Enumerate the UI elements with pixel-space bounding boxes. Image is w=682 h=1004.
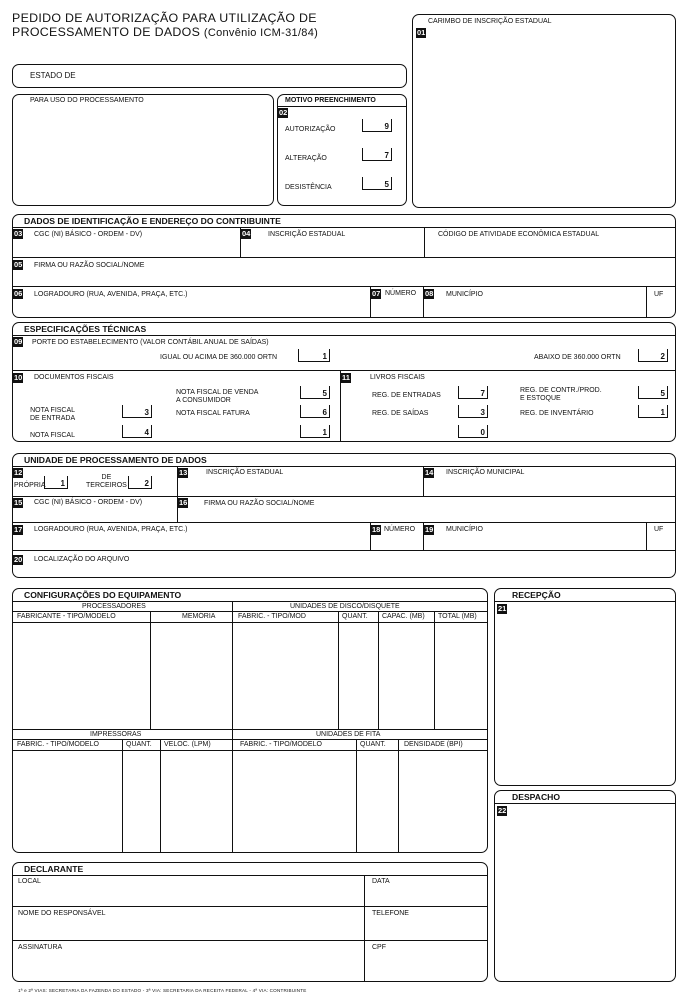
porte-label: PORTE DO ESTABELECIMENTO (VALOR CONTÁBIL ANUAL DE SAÍDAS) bbox=[32, 339, 269, 346]
field-number-08: 08 bbox=[425, 289, 434, 298]
field-number-05: 05 bbox=[14, 260, 23, 269]
config-vline-9 bbox=[356, 739, 357, 853]
unid-uf-label[interactable]: UF bbox=[654, 526, 664, 533]
reg-saidas-label: REG. DE SAÍDAS bbox=[372, 410, 429, 417]
especificacoes-header: ESPECIFICAÇÕES TÉCNICAS bbox=[24, 324, 147, 334]
carimbo-box[interactable] bbox=[412, 14, 676, 208]
config-vline-3 bbox=[338, 611, 339, 729]
identificacao-header: DADOS DE IDENTIFICAÇÃO E ENDEREÇO DO CONTRIBUINTE bbox=[24, 216, 281, 226]
porte-abaixo-label: ABAIXO DE 360.000 ORTN bbox=[534, 354, 621, 361]
config-vline-5 bbox=[434, 611, 435, 729]
recepcao-box[interactable] bbox=[494, 588, 676, 786]
unid-rule-4 bbox=[12, 550, 676, 551]
field-number-17: 17 bbox=[14, 525, 23, 534]
livros-extra-checkbox[interactable]: 0 bbox=[458, 425, 488, 438]
nf-label: NOTA FISCAL bbox=[30, 432, 75, 439]
nf-checkbox[interactable]: 4 bbox=[122, 425, 152, 438]
reg-inventario-checkbox[interactable]: 1 bbox=[638, 405, 668, 418]
unid-rule-1 bbox=[12, 466, 676, 467]
field-number-15: 15 bbox=[14, 498, 23, 507]
fita-quant-header: QUANT. bbox=[360, 741, 386, 748]
decl-rule-3 bbox=[12, 940, 488, 941]
field-number-16: 16 bbox=[179, 498, 188, 507]
disco-total-header: TOTAL (MB) bbox=[438, 613, 477, 620]
decl-data-label[interactable]: DATA bbox=[372, 878, 390, 885]
motivo-alteracao-checkbox[interactable]: 7 bbox=[362, 148, 392, 161]
field-number-13: 13 bbox=[179, 468, 188, 477]
propria-label: PRÓPRIA bbox=[14, 482, 46, 489]
motivo-header: MOTIVO PREENCHIMENTO bbox=[285, 97, 376, 104]
carimbo-label: CARIMBO DE INSCRIÇÃO ESTADUAL bbox=[428, 18, 552, 25]
fita-fabric-header: FABRIC. - TIPO/MODELO bbox=[240, 741, 322, 748]
nf-fatura-checkbox[interactable]: 6 bbox=[300, 405, 330, 418]
recepcao-header: RECEPÇÃO bbox=[512, 590, 561, 600]
nf-venda-checkbox[interactable]: 5 bbox=[300, 386, 330, 399]
disco-fabric-header: FABRIC. - TIPO/MOD bbox=[238, 613, 306, 620]
decl-rule-1 bbox=[12, 875, 488, 876]
field-number-03: 03 bbox=[14, 229, 23, 238]
field-number-21: 21 bbox=[498, 604, 507, 613]
fita-label: UNIDADES DE FITA bbox=[316, 731, 381, 738]
despacho-box[interactable] bbox=[494, 790, 676, 982]
motivo-desistencia-label: DESISTÊNCIA bbox=[285, 184, 332, 191]
nf-venda-label: NOTA FISCAL DE VENDA A CONSUMIDOR bbox=[176, 389, 259, 404]
config-rule-3 bbox=[12, 622, 488, 623]
ident-numero-label[interactable]: NÚMERO bbox=[385, 290, 417, 297]
ident-rule-2 bbox=[12, 257, 676, 258]
motivo-autorizacao-label: AUTORIZAÇÃO bbox=[285, 126, 336, 133]
form-title bbox=[12, 11, 318, 40]
config-vline-2 bbox=[232, 601, 233, 729]
field-number-19: 19 bbox=[425, 525, 434, 534]
config-rule-6 bbox=[12, 750, 488, 751]
porte-igual-label: IGUAL OU ACIMA DE 360.000 ORTN bbox=[160, 354, 278, 361]
decl-telefone-label[interactable]: TELEFONE bbox=[372, 910, 409, 917]
field-number-02: 02 bbox=[279, 108, 288, 117]
estado-label: ESTADO DE bbox=[30, 71, 76, 80]
config-rule-1 bbox=[12, 601, 488, 602]
ident-codigo-label[interactable]: CÓDIGO DE ATIVIDADE ECONÔMICA ESTADUAL bbox=[438, 231, 600, 238]
nf-entrada-label: NOTA FISCAL DE ENTRADA bbox=[30, 407, 76, 422]
recepcao-rule bbox=[494, 601, 676, 602]
unid-rule-2 bbox=[12, 496, 676, 497]
field-number-12: 12 bbox=[14, 468, 23, 477]
field-number-10: 10 bbox=[14, 373, 23, 382]
espec-rule-2 bbox=[12, 370, 676, 371]
ident-firma-label[interactable]: FIRMA OU RAZÃO SOCIAL/NOME bbox=[34, 262, 145, 269]
proc-memoria-header: MEMÓRIA bbox=[182, 613, 216, 620]
title-convenio: (Convênio ICM-31/84) bbox=[203, 27, 319, 39]
footer-vias: 1ª e 2ª VIAS: SECRETARIA DA FAZENDA DO ESTADO - 3ª VIA: SECRETARIA DA RECEITA FEDERAL - 4ª VIA: CONTRIBUINTE bbox=[18, 988, 307, 993]
unid-municipio-label[interactable]: MUNICÍPIO bbox=[446, 526, 483, 533]
field-number-14: 14 bbox=[425, 468, 434, 477]
docs-fiscais-label: DOCUMENTOS FISCAIS bbox=[34, 374, 114, 381]
propria-checkbox[interactable]: 1 bbox=[44, 476, 68, 489]
field-number-18: 18 bbox=[372, 525, 381, 534]
reg-entradas-label: REG. DE ENTRADAS bbox=[372, 392, 441, 399]
ident-rule-3 bbox=[12, 286, 676, 287]
config-vline-8 bbox=[232, 729, 233, 853]
field-number-06: 06 bbox=[14, 289, 23, 298]
unid-numero-label[interactable]: NÚMERO bbox=[384, 526, 416, 533]
reg-inventario-label: REG. DE INVENTÁRIO bbox=[520, 410, 594, 417]
ident-municipio-label[interactable]: MUNICÍPIO bbox=[446, 291, 483, 298]
field-number-20: 20 bbox=[14, 555, 23, 564]
nf-extra-checkbox[interactable]: 1 bbox=[300, 425, 330, 438]
ident-ie-label[interactable]: INSCRIÇÃO ESTADUAL bbox=[268, 231, 346, 238]
motivo-alteracao-label: ALTERAÇÃO bbox=[285, 155, 327, 162]
unid-logradouro-label[interactable]: LOGRADOURO (RUA, AVENIDA, PRAÇA, ETC.) bbox=[34, 526, 188, 533]
despacho-rule bbox=[494, 803, 676, 804]
imp-fabric-header: FABRIC. - TIPO/MODELO bbox=[17, 741, 99, 748]
field-number-01: 01 bbox=[417, 28, 426, 37]
decl-vline bbox=[364, 875, 365, 982]
unidade-header: UNIDADE DE PROCESSAMENTO DE DADOS bbox=[24, 455, 207, 465]
ident-uf-label[interactable]: UF bbox=[654, 291, 664, 298]
unid-rule-3 bbox=[12, 522, 676, 523]
config-box bbox=[12, 588, 488, 853]
unid-im-label[interactable]: INSCRIÇÃO MUNICIPAL bbox=[446, 469, 525, 476]
unid-cgc-label[interactable]: CGC (NI) BÁSICO - ORDEM - DV) bbox=[34, 499, 143, 506]
config-rule-4 bbox=[12, 729, 488, 730]
porte-igual-checkbox[interactable]: 1 bbox=[298, 349, 330, 362]
processadores-label: PROCESSADORES bbox=[82, 603, 146, 610]
fita-dens-header: DENSIDADE (BPI) bbox=[404, 741, 463, 748]
declarante-box bbox=[12, 862, 488, 982]
ident-rule-1 bbox=[12, 227, 676, 228]
nf-fatura-label: NOTA FISCAL FATURA bbox=[176, 410, 250, 417]
disco-capac-header: CAPAC. (MB) bbox=[382, 613, 425, 620]
decl-cpf-label[interactable]: CPF bbox=[372, 944, 386, 951]
config-vline-10 bbox=[398, 739, 399, 853]
impressoras-label: IMPRESSORAS bbox=[90, 731, 142, 738]
decl-nome-label[interactable]: NOME DO RESPONSÁVEL bbox=[18, 910, 106, 917]
imp-veloc-header: VELOC. (LPM) bbox=[164, 741, 211, 748]
uso-processamento-label: PARA USO DO PROCESSAMENTO bbox=[30, 97, 144, 104]
terceiros-checkbox[interactable]: 2 bbox=[128, 476, 152, 489]
unid-firma-label[interactable]: FIRMA OU RAZÃO SOCIAL/NOME bbox=[204, 500, 315, 507]
ident-cgc-label[interactable]: CGC (NI) BÁSICO - ORDEM - DV) bbox=[34, 231, 143, 238]
config-vline-7 bbox=[160, 739, 161, 853]
motivo-rule bbox=[277, 106, 407, 107]
declarante-header: DECLARANTE bbox=[24, 864, 84, 874]
decl-rule-2 bbox=[12, 906, 488, 907]
unid-localizacao-label[interactable]: LOCALIZAÇÃO DO ARQUIVO bbox=[34, 556, 130, 563]
disco-label: UNIDADES DE DISCO/DISQUETE bbox=[290, 603, 400, 610]
motivo-desistencia-checkbox[interactable]: 5 bbox=[362, 177, 392, 190]
disco-quant-header: QUANT. bbox=[342, 613, 368, 620]
decl-assinatura-label[interactable]: ASSINATURA bbox=[18, 944, 63, 951]
motivo-autorizacao-checkbox[interactable]: 9 bbox=[362, 119, 392, 132]
livros-fiscais-label: LIVROS FISCAIS bbox=[370, 374, 425, 381]
decl-local-label[interactable]: LOCAL bbox=[18, 878, 41, 885]
title-line-2: PROCESSAMENTO DE DADOS bbox=[12, 25, 201, 39]
field-number-11: 11 bbox=[342, 373, 350, 382]
field-number-09: 09 bbox=[14, 337, 23, 346]
reg-saidas-checkbox[interactable]: 3 bbox=[458, 405, 488, 418]
config-vline-6 bbox=[122, 739, 123, 853]
ident-vline-5 bbox=[646, 286, 647, 318]
espec-rule-1 bbox=[12, 335, 676, 336]
reg-contr-label: REG. DE CONTR./PROD. E ESTOQUE bbox=[520, 387, 602, 402]
ident-logradouro-label[interactable]: LOGRADOURO (RUA, AVENIDA, PRAÇA, ETC.) bbox=[34, 291, 188, 298]
proc-fabricante-header: FABRICANTE - TIPO/MODELO bbox=[17, 613, 116, 620]
config-vline-1 bbox=[150, 611, 151, 729]
field-number-22: 22 bbox=[498, 806, 507, 815]
config-vline-4 bbox=[378, 611, 379, 729]
reg-contr-checkbox[interactable]: 5 bbox=[638, 386, 668, 399]
nf-entrada-checkbox[interactable]: 3 bbox=[122, 405, 152, 418]
config-rule-2 bbox=[12, 611, 488, 612]
terceiros-label: DE TERCEIROS bbox=[86, 474, 127, 489]
porte-abaixo-checkbox[interactable]: 2 bbox=[638, 349, 668, 362]
field-number-07: 07 bbox=[372, 289, 381, 298]
field-number-04: 04 bbox=[242, 229, 251, 238]
ident-vline-2 bbox=[424, 227, 425, 257]
imp-quant-header: QUANT. bbox=[126, 741, 152, 748]
despacho-header: DESPACHO bbox=[512, 792, 561, 802]
reg-entradas-checkbox[interactable]: 7 bbox=[458, 386, 488, 399]
unid-ie-label[interactable]: INSCRIÇÃO ESTADUAL bbox=[206, 469, 284, 476]
config-header: CONFIGURAÇÕES DO EQUIPAMENTO bbox=[24, 590, 182, 600]
unid-vline-6 bbox=[646, 522, 647, 550]
config-rule-5 bbox=[12, 739, 488, 740]
uso-processamento-box[interactable] bbox=[12, 94, 274, 206]
title-line-1: PEDIDO DE AUTORIZAÇÃO PARA UTILIZAÇÃO DE bbox=[12, 11, 317, 25]
